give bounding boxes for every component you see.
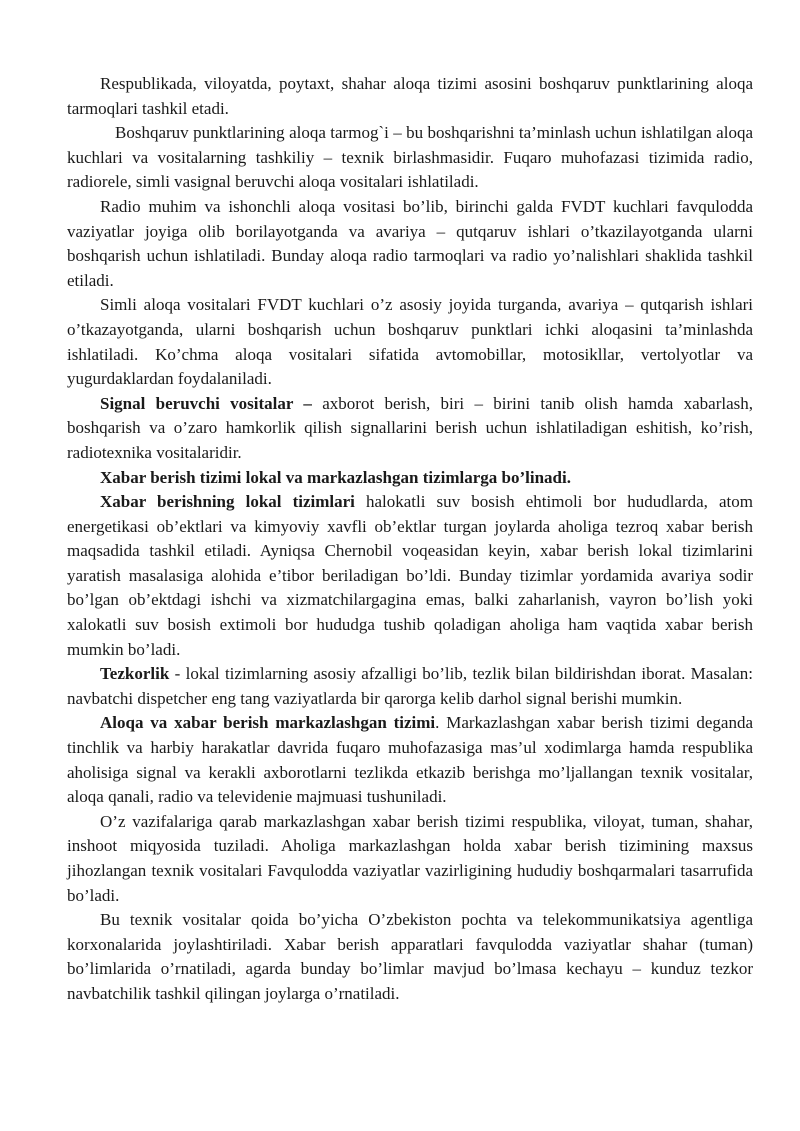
paragraph-text: Simli aloqa vositalari FVDT kuchlari o’z asosiy joyida turganda, avariya – qutqarish ishlari o’tkazayotganda, ularni boshqarish uchun boshqaruv punktlari ichki aloqasini ta’minlashda ishlatiladi. Ko’chma aloqa vositalari sifatida avtomobillar, motosikllar, vertolyotlar va yugurdaklardan foydalaniladi.	[67, 295, 753, 389]
paragraph-1	[67, 72, 753, 121]
paragraph-text: Radio muhim va ishonchli aloqa vositasi bo’lib, birinchi galda FVDT kuchlari favqulodda vaziyatlar joyiga olib borilayotganda va avariya – qutqaruv ishlari o’tkazilayotganda ularni boshqarish uchun ishlatiladi. Bunday aloqa radio tarmoqlari va radio yo’nalishlari shaklida tashkil etiladi.	[67, 196, 753, 290]
paragraph-7	[67, 490, 753, 662]
paragraph-5	[67, 392, 753, 466]
paragraph-8	[67, 662, 753, 711]
paragraph-6-heading	[67, 466, 753, 491]
paragraph-2	[67, 121, 753, 195]
paragraph-text: axborot berish, biri – birini tanib olish hamda xabarlash, boshqarish va o’zaro hamkorlik qilish signallarini berish uchun ishlatiladigan eshitish, ko’rish, radiotexnika vositalaridir.	[67, 393, 754, 462]
paragraph-text: - lokal tizimlarning asosiy afzalligi bo’lib, tezlik bilan bildirishdan iborat. Masalan: navbatchi dispetcher eng tang vaziyatlarda bir qarorga kelib darhol signal berishi mumkin.	[67, 664, 753, 708]
paragraph-text: Boshqaruv punktlarining aloqa tarmog`i – bu boshqarishni ta’minlash uchun ishlatilgan aloqa kuchlari va vositalarning tashkiliy – texnik birlashmasidir. Fuqaro muhofazasi tizimida radio, radiorele, simli vasignal beruvchi aloqa vositalari ishlatiladi.	[67, 123, 753, 192]
paragraph-text: O’z vazifalariga qarab markazlashgan xabar berish tizimi respublika, viloyat, tuman, shahar, inshoot miqyosida tuziladi. Aholiga markazlashgan holda xabar berish tizimining maxsus jihozlangan texnik vositalari Favqulodda vaziyatlar vazirligining hududiy boshqarmalari tasarrufida bo’ladi.	[67, 811, 753, 905]
paragraph-lead-term: Tezkorlik	[100, 664, 170, 684]
paragraph-text: Bu texnik vositalar qoida bo’yicha O’zbekiston pochta va telekommunikatsiya agentliga korxonalarida joylashtiriladi. Xabar berish apparatlari favqulodda vaziyatlar shahar (tuman) bo’limlarida o’rnatiladi, agarda bunday bo’limlar mavjud bo’lmasa kechayu – kunduz tezkor navbatchilik tashkil qilingan joylarga o’rnatiladi.	[67, 910, 753, 1003]
paragraph-11	[67, 908, 753, 1006]
paragraph-9	[67, 711, 753, 809]
paragraph-lead-term: Signal beruvchi vositalar –	[100, 393, 312, 413]
paragraph-lead-term: Xabar berishning lokal tizimlari	[100, 492, 355, 512]
paragraph-lead-term: Aloqa va xabar berish markazlashgan tizimi	[100, 713, 436, 733]
paragraph-text: halokatli suv bosish ehtimoli bor hududlarda, atom energetikasi ob’ektlari va kimyoviy xavfli ob’ektlar turgan joylarda aholiga tezroq xabar berish maqsadida tashkil etiladi. Ayniqsa Chernobil voqeasidan keyin, xabar berish lokal tizimlarini yaratish masalasiga alohida e’tibor beriladigan bo’ldi. Bunday tizimlar yordamida avariya sodir bo’lgan ob’ektdagi ishchi va xizmatchilargagina emas, balki zaharlanish, vayron bo’lish yoki xalokatli suv bosish extimoli bor hududga tushib qoladigan aholiga ham vaqtida xabar berish mumkin bo’ladi.	[67, 492, 753, 659]
section-heading: Xabar berish tizimi lokal va markazlashgan tizimlarga bo’linadi.	[100, 467, 571, 487]
paragraph-10	[67, 810, 753, 908]
paragraph-4	[67, 293, 753, 391]
paragraph-text: Respublikada, viloyatda, poytaxt, shahar aloqa tizimi asosini boshqaruv punktlarining aloqa tarmoqlari tashkil etadi.	[67, 74, 753, 118]
paragraph-3	[67, 195, 753, 293]
paragraph-text: . Markazlashgan xabar berish tizimi deganda tinchlik va harbiy harakatlar davrida fuqaro muhofazasiga mas’ul xodimlarga hamda respublika aholisiga signal va kerakli axborotlarni tezlikda etkazib berishga mo’ljallangan texnik vositalar, aloqa qanali, radio va televidenie majmuasi tushuniladi.	[67, 713, 754, 807]
